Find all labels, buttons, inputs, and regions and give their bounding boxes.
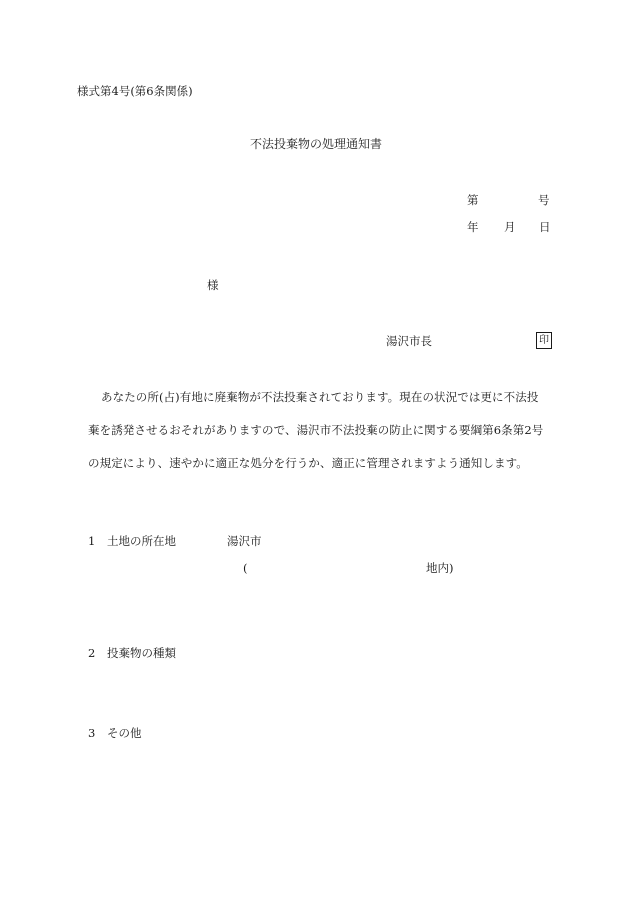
number-prefix: 第 (467, 193, 479, 207)
number-suffix: 号 (538, 193, 550, 207)
item-number-3: 3 (88, 726, 96, 740)
body-line-3: の規定により、速やかに適正な処分を行うか、適正に管理されますよう通知します。 (88, 456, 528, 470)
date-month: 月 (504, 220, 516, 234)
notice-body (88, 381, 558, 480)
date-day: 日 (539, 220, 551, 234)
item-label-other: その他 (107, 726, 142, 740)
item-number-1: 1 (88, 534, 96, 548)
form-number: 様式第4号(第6条関係) (77, 84, 193, 98)
document-title: 不法投棄物の処理通知書 (250, 137, 383, 151)
item-number-2: 2 (88, 646, 96, 660)
item-label-location: 土地の所在地 (107, 534, 176, 548)
body-line-1: あなたの所(占)有地に廃棄物が不法投棄されております。現在の状況では更に不法投 (101, 390, 539, 404)
item-label-waste-type: 投棄物の種類 (107, 646, 176, 660)
location-paren-open: ( (243, 561, 248, 575)
body-line-2: 棄を誘発させるおそれがありますので、湯沢市不法投棄の防止に関する要綱第6条第2号 (88, 423, 544, 437)
seal-box: 印 (536, 332, 552, 349)
location-paren-close: 地内) (426, 561, 454, 575)
item-value-city: 湯沢市 (227, 534, 262, 548)
date-year: 年 (467, 220, 479, 234)
addressee-honorific: 様 (207, 278, 219, 292)
sender-mayor: 湯沢市長 (386, 334, 432, 348)
